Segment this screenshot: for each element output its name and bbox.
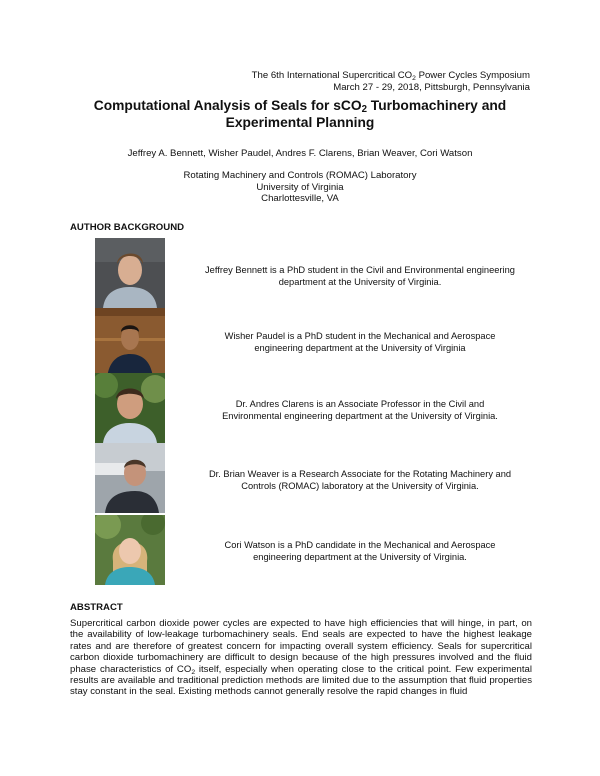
- author-background-heading: AUTHOR BACKGROUND: [70, 222, 185, 233]
- author-photo-weaver: [95, 443, 165, 513]
- bio-watson: Cori Watson is a PhD candidate in the Mechanical and Aerospace engineering department at the University of Virginia.: [224, 540, 496, 562]
- abstract-heading: ABSTRACT: [70, 602, 123, 613]
- paper-title: Computational Analysis of Seals for sCO$_2$ Turbomachinery and Experimental Planning: [93, 98, 507, 130]
- author-photo-watson: [95, 515, 165, 585]
- author-photo-bennett: [95, 238, 165, 308]
- author-list: Jeffrey A. Bennett, Wisher Paudel, Andres F. Clarens, Brian Weaver, Cori Watson: [127, 148, 473, 159]
- affiliation: Rotating Machinery and Controls (ROMAC) Laboratory University of Virginia Charlottesville, VA: [183, 170, 417, 204]
- bio-bennett: Jeffrey Bennett is a PhD student in the Civil and Environmental engineering department at the University of Virginia.: [205, 265, 515, 287]
- author-photo-clarens: [95, 373, 165, 443]
- conference-name: The 6th International Supercritical $CO_2$ Power Cycles Symposium: [251, 70, 530, 82]
- author-photo-paudel: [95, 308, 165, 378]
- bio-clarens: Dr. Andres Clarens is an Associate Professor in the Civil and Environmental engineering department at the University of Virginia.: [222, 399, 498, 421]
- abstract-body: Supercritical carbon dioxide power cycles are expected to have high efficiencies that will hinge, in part, on the availability of low-leakage turbomachinery seals. End seals are expected to have the highest leakage rates and are therefore of greatest concern for impacting overall system efficiency. Seals for supercritical carbon dioxide turbomachinery are difficult to design because of the high pressures involved and the fluid phase characteristics of $CO_2$ itself, especially when operating close to the critical point. Few experimental results are available and traditional prediction methods are limited due to the assumption that fluid properties stay constant in the seal. Existing methods cannot generally resolve the rapid changes in fluid: [70, 618, 532, 698]
- bio-paudel: Wisher Paudel is a PhD student in the Mechanical and Aerospace engineering department at the University of Virginia: [224, 331, 496, 353]
- conference-date-location: March 27 - 29, 2018, Pittsburgh, Pennsylvania: [333, 81, 530, 93]
- conference-header: [252, 70, 530, 93]
- bio-weaver: Dr. Brian Weaver is a Research Associate for the Rotating Machinery and Controls (ROMAC) laboratory at the University of Virginia.: [208, 469, 512, 491]
